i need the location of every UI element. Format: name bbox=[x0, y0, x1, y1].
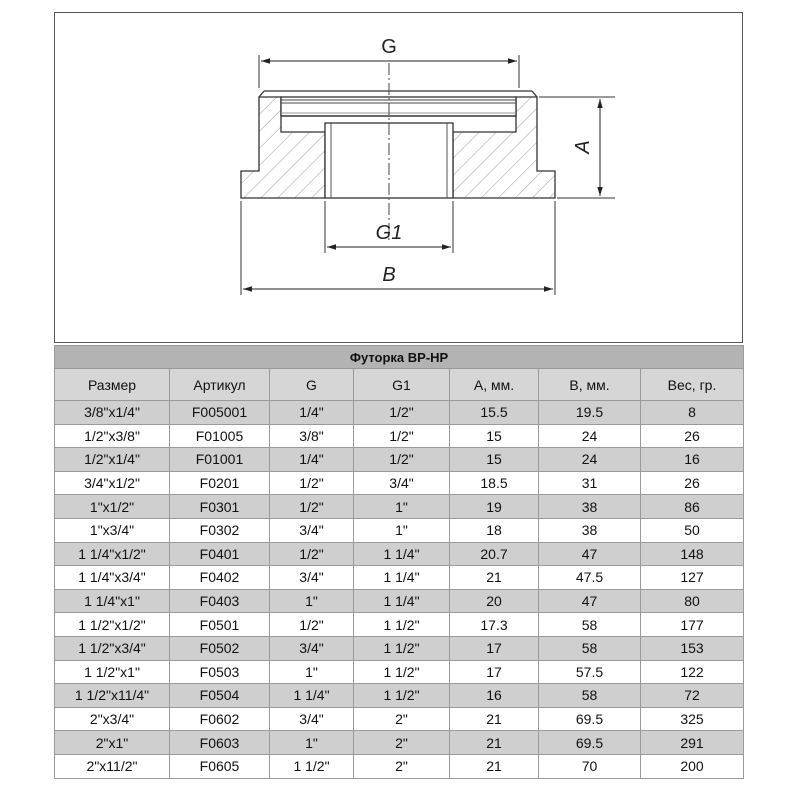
table-row bbox=[55, 636, 744, 660]
cell-a-mm: 15 bbox=[450, 448, 539, 472]
cell-b-mm: 47 bbox=[539, 542, 641, 566]
cell-g1: 1 1/2" bbox=[354, 660, 450, 684]
cell-g: 3/4" bbox=[270, 636, 354, 660]
cell-article: F0402 bbox=[170, 566, 270, 590]
cell-a-mm: 21 bbox=[450, 707, 539, 731]
cell-size: 1 1/2"x1" bbox=[55, 660, 170, 684]
cell-article: F0603 bbox=[170, 731, 270, 755]
cell-b-mm: 24 bbox=[539, 424, 641, 448]
cell-g1: 1 1/4" bbox=[354, 542, 450, 566]
dim-label-g: G bbox=[381, 36, 397, 58]
cell-weight: 148 bbox=[641, 542, 744, 566]
dim-label-a: A bbox=[572, 140, 594, 154]
cell-b-mm: 58 bbox=[539, 613, 641, 637]
cell-article: F0501 bbox=[170, 613, 270, 637]
table-row bbox=[55, 495, 744, 519]
cell-size: 3/4"x1/2" bbox=[55, 471, 170, 495]
cell-b-mm: 24 bbox=[539, 448, 641, 472]
column-header-b-mm: В, мм. bbox=[539, 369, 641, 401]
cell-g1: 1 1/4" bbox=[354, 566, 450, 590]
cell-g: 1/4" bbox=[270, 448, 354, 472]
cell-b-mm: 47 bbox=[539, 589, 641, 613]
table-row bbox=[55, 731, 744, 755]
cell-a-mm: 18.5 bbox=[450, 471, 539, 495]
cell-g: 3/8" bbox=[270, 424, 354, 448]
cell-b-mm: 69.5 bbox=[539, 731, 641, 755]
cell-a-mm: 20.7 bbox=[450, 542, 539, 566]
table-row bbox=[55, 448, 744, 472]
cell-g1: 1 1/2" bbox=[354, 684, 450, 708]
cell-size: 1/2"x1/4" bbox=[55, 448, 170, 472]
cell-weight: 153 bbox=[641, 636, 744, 660]
cell-g: 1/2" bbox=[270, 542, 354, 566]
cell-weight: 8 bbox=[641, 401, 744, 425]
cell-a-mm: 15.5 bbox=[450, 401, 539, 425]
header-row bbox=[55, 369, 744, 401]
cell-a-mm: 17.3 bbox=[450, 613, 539, 637]
cell-size: 1 1/4"x1" bbox=[55, 589, 170, 613]
cell-weight: 200 bbox=[641, 754, 744, 778]
spec-table bbox=[54, 345, 744, 779]
table-row bbox=[55, 424, 744, 448]
cell-weight: 127 bbox=[641, 566, 744, 590]
cell-article: F0401 bbox=[170, 542, 270, 566]
cell-article: F0502 bbox=[170, 636, 270, 660]
technical-drawing bbox=[54, 12, 743, 343]
table-row bbox=[55, 566, 744, 590]
cell-size: 2"x3/4" bbox=[55, 707, 170, 731]
cell-weight: 80 bbox=[641, 589, 744, 613]
table-row bbox=[55, 401, 744, 425]
cell-weight: 26 bbox=[641, 424, 744, 448]
cell-article: F0403 bbox=[170, 589, 270, 613]
cell-weight: 86 bbox=[641, 495, 744, 519]
dim-label-b: B bbox=[382, 264, 396, 286]
column-header-g: G bbox=[270, 369, 354, 401]
table-title: Футорка ВР-НР bbox=[55, 346, 744, 369]
cell-weight: 50 bbox=[641, 518, 744, 542]
table-row bbox=[55, 660, 744, 684]
column-header-article: Артикул bbox=[170, 369, 270, 401]
cell-article: F0503 bbox=[170, 660, 270, 684]
cell-a-mm: 17 bbox=[450, 660, 539, 684]
cell-g: 1/2" bbox=[270, 613, 354, 637]
cell-b-mm: 31 bbox=[539, 471, 641, 495]
cell-a-mm: 20 bbox=[450, 589, 539, 613]
cell-a-mm: 21 bbox=[450, 566, 539, 590]
column-header-a-mm: А, мм. bbox=[450, 369, 539, 401]
cell-weight: 16 bbox=[641, 448, 744, 472]
cell-g: 1/2" bbox=[270, 471, 354, 495]
cell-size: 1/2"x3/8" bbox=[55, 424, 170, 448]
cell-g1: 3/4" bbox=[354, 471, 450, 495]
table-row bbox=[55, 754, 744, 778]
bushing-cross-section bbox=[55, 13, 744, 344]
cell-g: 3/4" bbox=[270, 707, 354, 731]
cell-size: 2"x1" bbox=[55, 731, 170, 755]
cell-g: 3/4" bbox=[270, 518, 354, 542]
cell-g1: 1 1/4" bbox=[354, 589, 450, 613]
column-header-size: Размер bbox=[55, 369, 170, 401]
cell-size: 1 1/2"x3/4" bbox=[55, 636, 170, 660]
cell-size: 2"x11/2" bbox=[55, 754, 170, 778]
cell-weight: 72 bbox=[641, 684, 744, 708]
cell-size: 1 1/2"x1/2" bbox=[55, 613, 170, 637]
cell-a-mm: 21 bbox=[450, 731, 539, 755]
dim-label-g1: G1 bbox=[375, 222, 403, 244]
cell-a-mm: 18 bbox=[450, 518, 539, 542]
cell-a-mm: 17 bbox=[450, 636, 539, 660]
cell-g: 1" bbox=[270, 589, 354, 613]
cell-b-mm: 69.5 bbox=[539, 707, 641, 731]
cell-g1: 1/2" bbox=[354, 448, 450, 472]
cell-a-mm: 15 bbox=[450, 424, 539, 448]
table-body bbox=[55, 401, 744, 779]
cell-weight: 177 bbox=[641, 613, 744, 637]
cell-size: 3/8"x1/4" bbox=[55, 401, 170, 425]
cell-size: 1"x3/4" bbox=[55, 518, 170, 542]
cell-g: 1 1/2" bbox=[270, 754, 354, 778]
cell-article: F01005 bbox=[170, 424, 270, 448]
cell-g1: 1" bbox=[354, 518, 450, 542]
cell-g: 1" bbox=[270, 660, 354, 684]
cell-b-mm: 38 bbox=[539, 495, 641, 519]
cell-g1: 1/2" bbox=[354, 401, 450, 425]
cell-b-mm: 70 bbox=[539, 754, 641, 778]
cell-g: 1/2" bbox=[270, 495, 354, 519]
cell-article: F0302 bbox=[170, 518, 270, 542]
cell-a-mm: 19 bbox=[450, 495, 539, 519]
cell-b-mm: 57.5 bbox=[539, 660, 641, 684]
cell-size: 1 1/2"x11/4" bbox=[55, 684, 170, 708]
column-header-g1: G1 bbox=[354, 369, 450, 401]
cell-b-mm: 38 bbox=[539, 518, 641, 542]
cell-g1: 1/2" bbox=[354, 424, 450, 448]
cell-a-mm: 16 bbox=[450, 684, 539, 708]
cell-size: 1"x1/2" bbox=[55, 495, 170, 519]
cell-weight: 26 bbox=[641, 471, 744, 495]
cell-g: 1 1/4" bbox=[270, 684, 354, 708]
cell-b-mm: 19.5 bbox=[539, 401, 641, 425]
cell-g: 1" bbox=[270, 731, 354, 755]
table-row bbox=[55, 613, 744, 637]
table-row bbox=[55, 518, 744, 542]
table-row bbox=[55, 471, 744, 495]
cell-b-mm: 58 bbox=[539, 636, 641, 660]
cell-g: 1/4" bbox=[270, 401, 354, 425]
cell-weight: 325 bbox=[641, 707, 744, 731]
cell-b-mm: 58 bbox=[539, 684, 641, 708]
cell-article: F005001 bbox=[170, 401, 270, 425]
cell-article: F0301 bbox=[170, 495, 270, 519]
cell-article: F0504 bbox=[170, 684, 270, 708]
table-row bbox=[55, 707, 744, 731]
cell-g1: 1" bbox=[354, 495, 450, 519]
table-row bbox=[55, 684, 744, 708]
cell-g1: 2" bbox=[354, 754, 450, 778]
cell-b-mm: 47.5 bbox=[539, 566, 641, 590]
column-header-weight: Вес, гр. bbox=[641, 369, 744, 401]
cell-g1: 2" bbox=[354, 731, 450, 755]
cell-article: F0201 bbox=[170, 471, 270, 495]
cell-size: 1 1/4"x1/2" bbox=[55, 542, 170, 566]
table-row bbox=[55, 589, 744, 613]
cell-weight: 291 bbox=[641, 731, 744, 755]
cell-article: F01001 bbox=[170, 448, 270, 472]
cell-article: F0602 bbox=[170, 707, 270, 731]
table-row bbox=[55, 542, 744, 566]
cell-g: 3/4" bbox=[270, 566, 354, 590]
cell-g1: 1 1/2" bbox=[354, 613, 450, 637]
cell-g1: 2" bbox=[354, 707, 450, 731]
cell-article: F0605 bbox=[170, 754, 270, 778]
cell-size: 1 1/4"x3/4" bbox=[55, 566, 170, 590]
cell-a-mm: 21 bbox=[450, 754, 539, 778]
cell-weight: 122 bbox=[641, 660, 744, 684]
cell-g1: 1 1/2" bbox=[354, 636, 450, 660]
